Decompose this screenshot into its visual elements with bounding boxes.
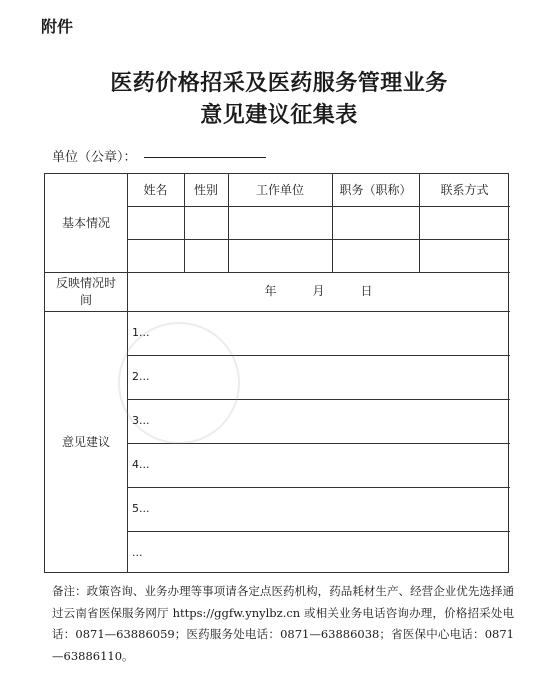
header-workplace: 工作单位 [255,182,304,197]
rule [127,487,510,488]
position-cell-2[interactable] [333,240,419,272]
contact-cell-1[interactable] [420,207,509,239]
suggestion-item-2[interactable]: 2... [132,370,150,383]
suggestion-item-5[interactable]: 5... [132,502,150,515]
form-title-line2: 意见建议征集表 [200,102,358,128]
report-time-label: 反映情况时间 [55,275,116,307]
form-title-line1: 医药价格招采及医药服务管理业务 [110,70,448,96]
suggestion-item-1[interactable]: 1... [132,326,150,339]
header-name: 姓名 [143,182,168,197]
suggestion-item-3[interactable]: 3... [132,414,150,427]
suggestion-form-table [44,173,509,573]
gender-cell-1[interactable] [185,207,228,239]
name-cell-1[interactable] [128,207,184,239]
suggestion-item-4[interactable]: 4... [132,458,150,471]
header-gender: 性别 [193,182,218,197]
gender-cell-2[interactable] [185,240,228,272]
name-cell-2[interactable] [128,240,184,272]
position-cell-1[interactable] [333,207,419,239]
unit-seal-label: 单位（公章）： [52,150,137,165]
header-contact: 联系方式 [440,182,489,197]
workplace-cell-1[interactable] [229,207,332,239]
rule [127,531,510,532]
footnote-remarks: 备注：政策咨询、业务办理等事项请各定点医药机构，药品耗材生产、经营企业优先选择通过云南省医保服务网厅 https://ggfw.ynylbz.cn 或相关业务电话咨询办理，价格招采处电话：0871—63886059；医药服务处电话：0871—63886038；省医保中心电话：0871—63886110。 [52,584,514,663]
attachment-label: 附件 [41,17,74,36]
header-position: 职务（职称） [339,182,412,197]
unit-seal-field[interactable] [144,157,266,158]
suggestion-label: 意见建议 [61,434,110,449]
basic-info-label: 基本情况 [61,215,110,230]
contact-cell-2[interactable] [420,240,509,272]
report-date-field[interactable]: 年 月 日 [264,284,373,298]
workplace-cell-2[interactable] [229,240,332,272]
suggestion-item-more[interactable]: ... [132,546,143,559]
